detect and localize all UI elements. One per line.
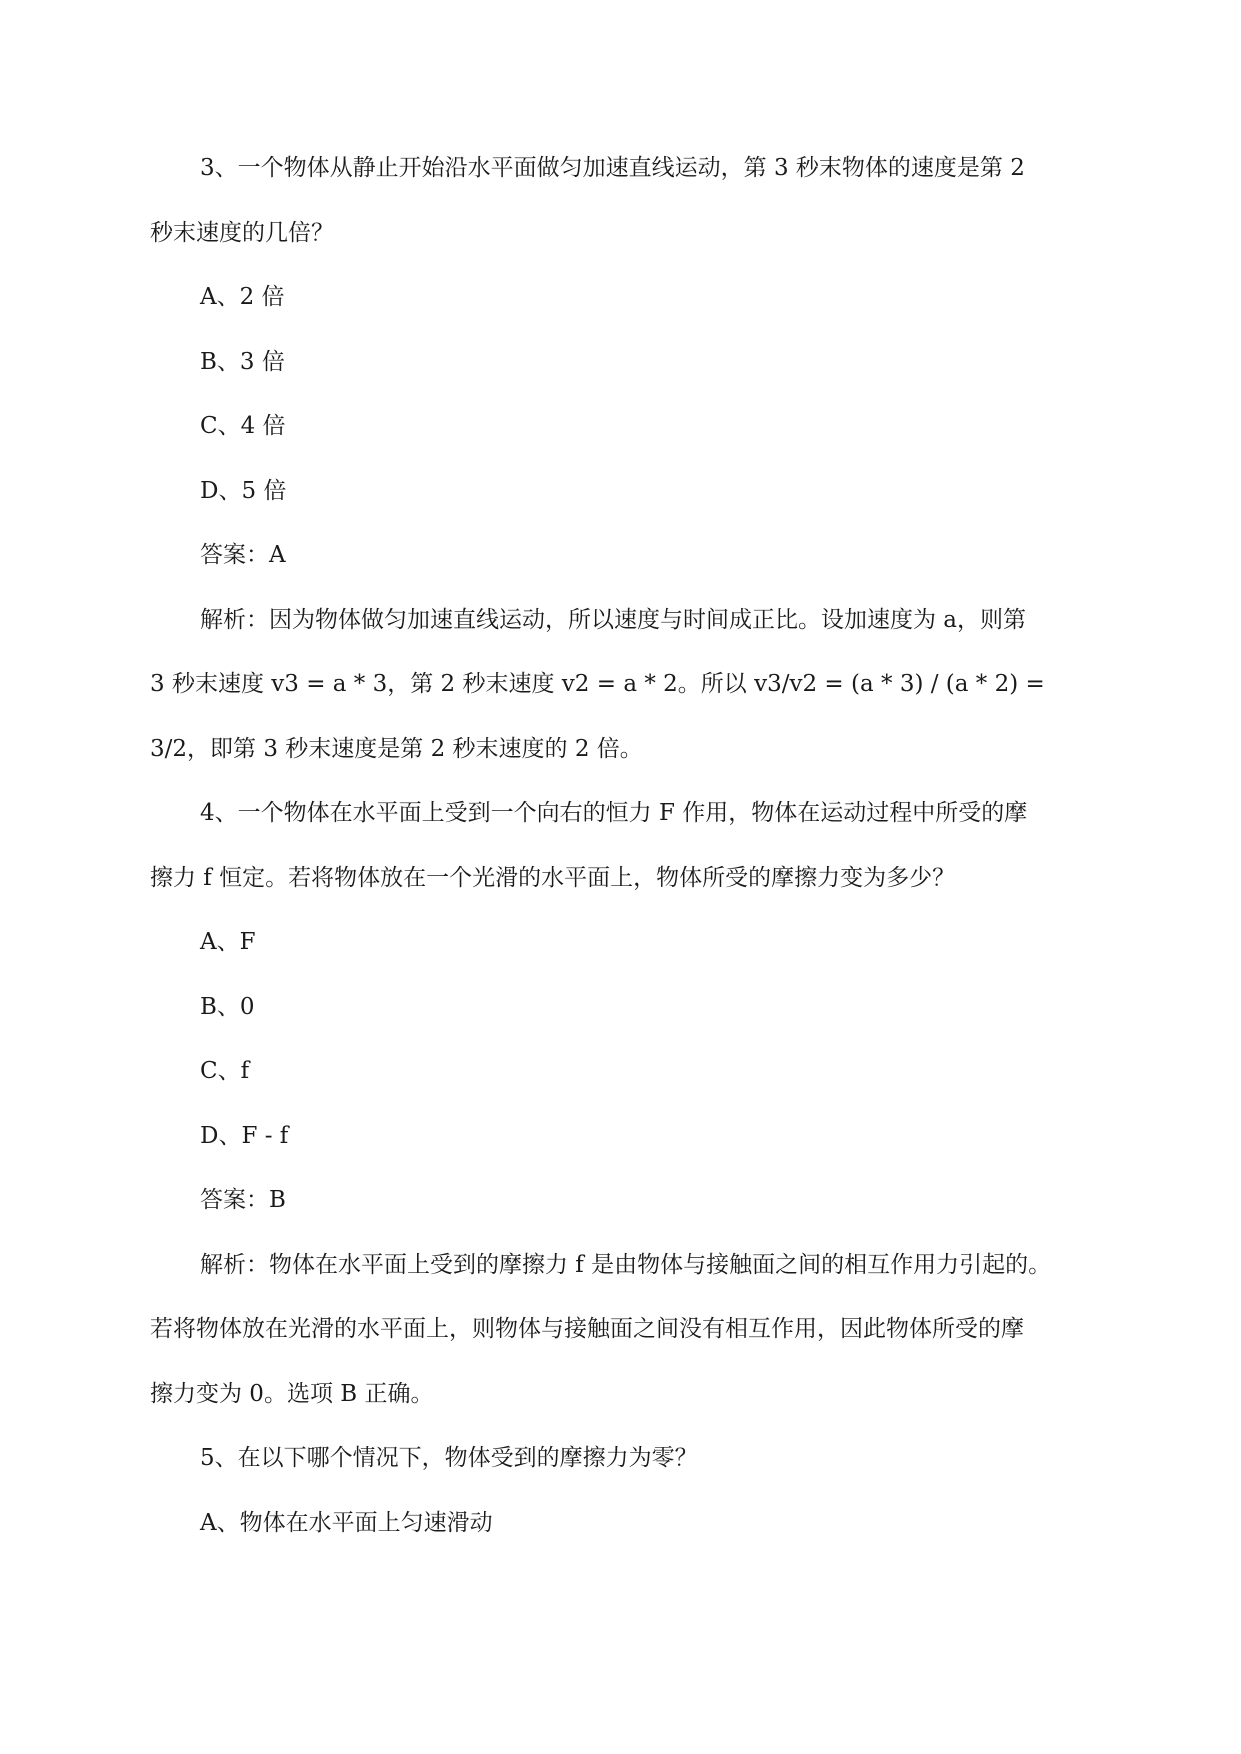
question-4-option-a: A、F [200,929,256,955]
question-3-option-c: C、4 倍 [200,413,286,439]
question-3-explanation-line-3: 3/2，即第 3 秒末速度是第 2 秒末速度的 2 倍。 [150,736,643,762]
question-3-explanation-line-2: 3 秒末速度 v3 = a * 3，第 2 秒末速度 v2 = a * 2。所以 v3/v2 = (a * 3) / (a * 2) = [150,671,1045,697]
question-4-explanation-line-1: 解析：物体在水平面上受到的摩擦力 f 是由物体与接触面之间的相互作用力引起的。 [200,1252,1052,1278]
question-4-option-d: D、F - f [200,1123,289,1149]
question-3-stem-line-2: 秒末速度的几倍？ [150,220,334,246]
question-3-explanation-line-1: 解析：因为物体做匀加速直线运动，所以速度与时间成正比。设加速度为 a，则第 [200,607,1027,633]
question-3-answer: 答案：A [200,542,286,568]
question-4-option-b: B、0 [200,994,255,1020]
question-3-stem-line-1: 3、一个物体从静止开始沿水平面做匀加速直线运动，第 3 秒末物体的速度是第 2 [200,155,1025,181]
question-5-option-a: A、物体在水平面上匀速滑动 [200,1510,493,1536]
question-4-option-c: C、f [200,1058,250,1084]
question-3-option-a: A、2 倍 [200,284,285,310]
question-4-explanation-line-3: 擦力变为 0。选项 B 正确。 [150,1381,434,1407]
question-5-stem: 5、在以下哪个情况下，物体受到的摩擦力为零？ [200,1445,698,1471]
question-3-option-b: B、3 倍 [200,349,285,375]
question-3-option-d: D、5 倍 [200,478,287,504]
question-4-explanation-line-2: 若将物体放在光滑的水平面上，则物体与接触面之间没有相互作用，因此物体所受的摩 [150,1316,1024,1342]
question-4-answer: 答案：B [200,1187,286,1213]
question-4-stem-line-1: 4、一个物体在水平面上受到一个向右的恒力 F 作用，物体在运动过程中所受的摩 [200,800,1028,826]
question-4-stem-line-2: 擦力 f 恒定。若将物体放在一个光滑的水平面上，物体所受的摩擦力变为多少？ [150,865,956,891]
